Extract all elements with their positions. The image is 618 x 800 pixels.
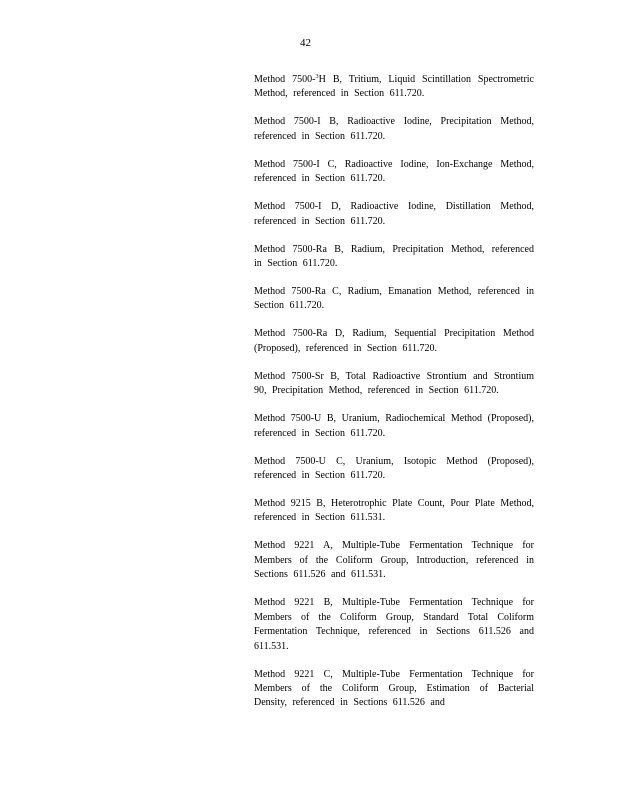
method-entry: Method 7500-$^3$H B, Tritium, Liquid Scintillation Spectrometric Method, referenced in Section 611.720. [254, 73, 534, 100]
method-entry: Method 7500-Ra C, Radium, Emanation Method, referenced in Section 611.720. [254, 286, 534, 312]
method-entry: Method 7500-I D, Radioactive Iodine, Distillation Method, referenced in Section 611.720. [254, 201, 534, 227]
method-entry: Method 7500-I B, Radioactive Iodine, Precipitation Method, referenced in Section 611.720. [254, 116, 534, 142]
method-entry: Method 7500-U C, Uranium, Isotopic Method (Proposed), referenced in Section 611.720. [254, 455, 534, 482]
page-number: 42 [300, 37, 311, 49]
method-reference-list [254, 73, 534, 724]
method-entry: Method 7500-Sr B, Total Radioactive Strontium and Strontium 90, Precipitation Method, referenced in Section 611.720. [254, 370, 534, 397]
method-entry: Method 7500-Ra D, Radium, Sequential Precipitation Method (Proposed), referenced in Section 611.720. [254, 328, 534, 354]
method-entry: Method 9221 B, Multiple-Tube Fermentation Technique for Members of the Coliform Group, Standard Total Coliform Fermentation Technique, referenced in Sections 611.526 and 611.531. [254, 597, 534, 652]
method-entry: Method 7500-Ra B, Radium, Precipitation Method, referenced in Section 611.720. [254, 243, 534, 270]
method-entry: Method 9215 B, Heterotrophic Plate Count, Pour Plate Method, referenced in Section 611.531. [254, 498, 534, 524]
superscript: 3 [315, 73, 319, 80]
method-entry: Method 7500-I C, Radioactive Iodine, Ion-Exchange Method, referenced in Section 611.720. [254, 158, 534, 185]
method-entry: Method 9221 C, Multiple-Tube Fermentation Technique for Members of the Coliform Group, Estimation of Bacterial Density, referenced in Sections 611.526 and [254, 668, 534, 709]
method-entry: Method 9221 A, Multiple-Tube Fermentation Technique for Members of the Coliform Group, Introduction, referenced in Sections 611.526 and 611.531. [254, 540, 534, 581]
method-entry: Method 7500-U B, Uranium, Radiochemical Method (Proposed), referenced in Section 611.720. [254, 413, 534, 439]
